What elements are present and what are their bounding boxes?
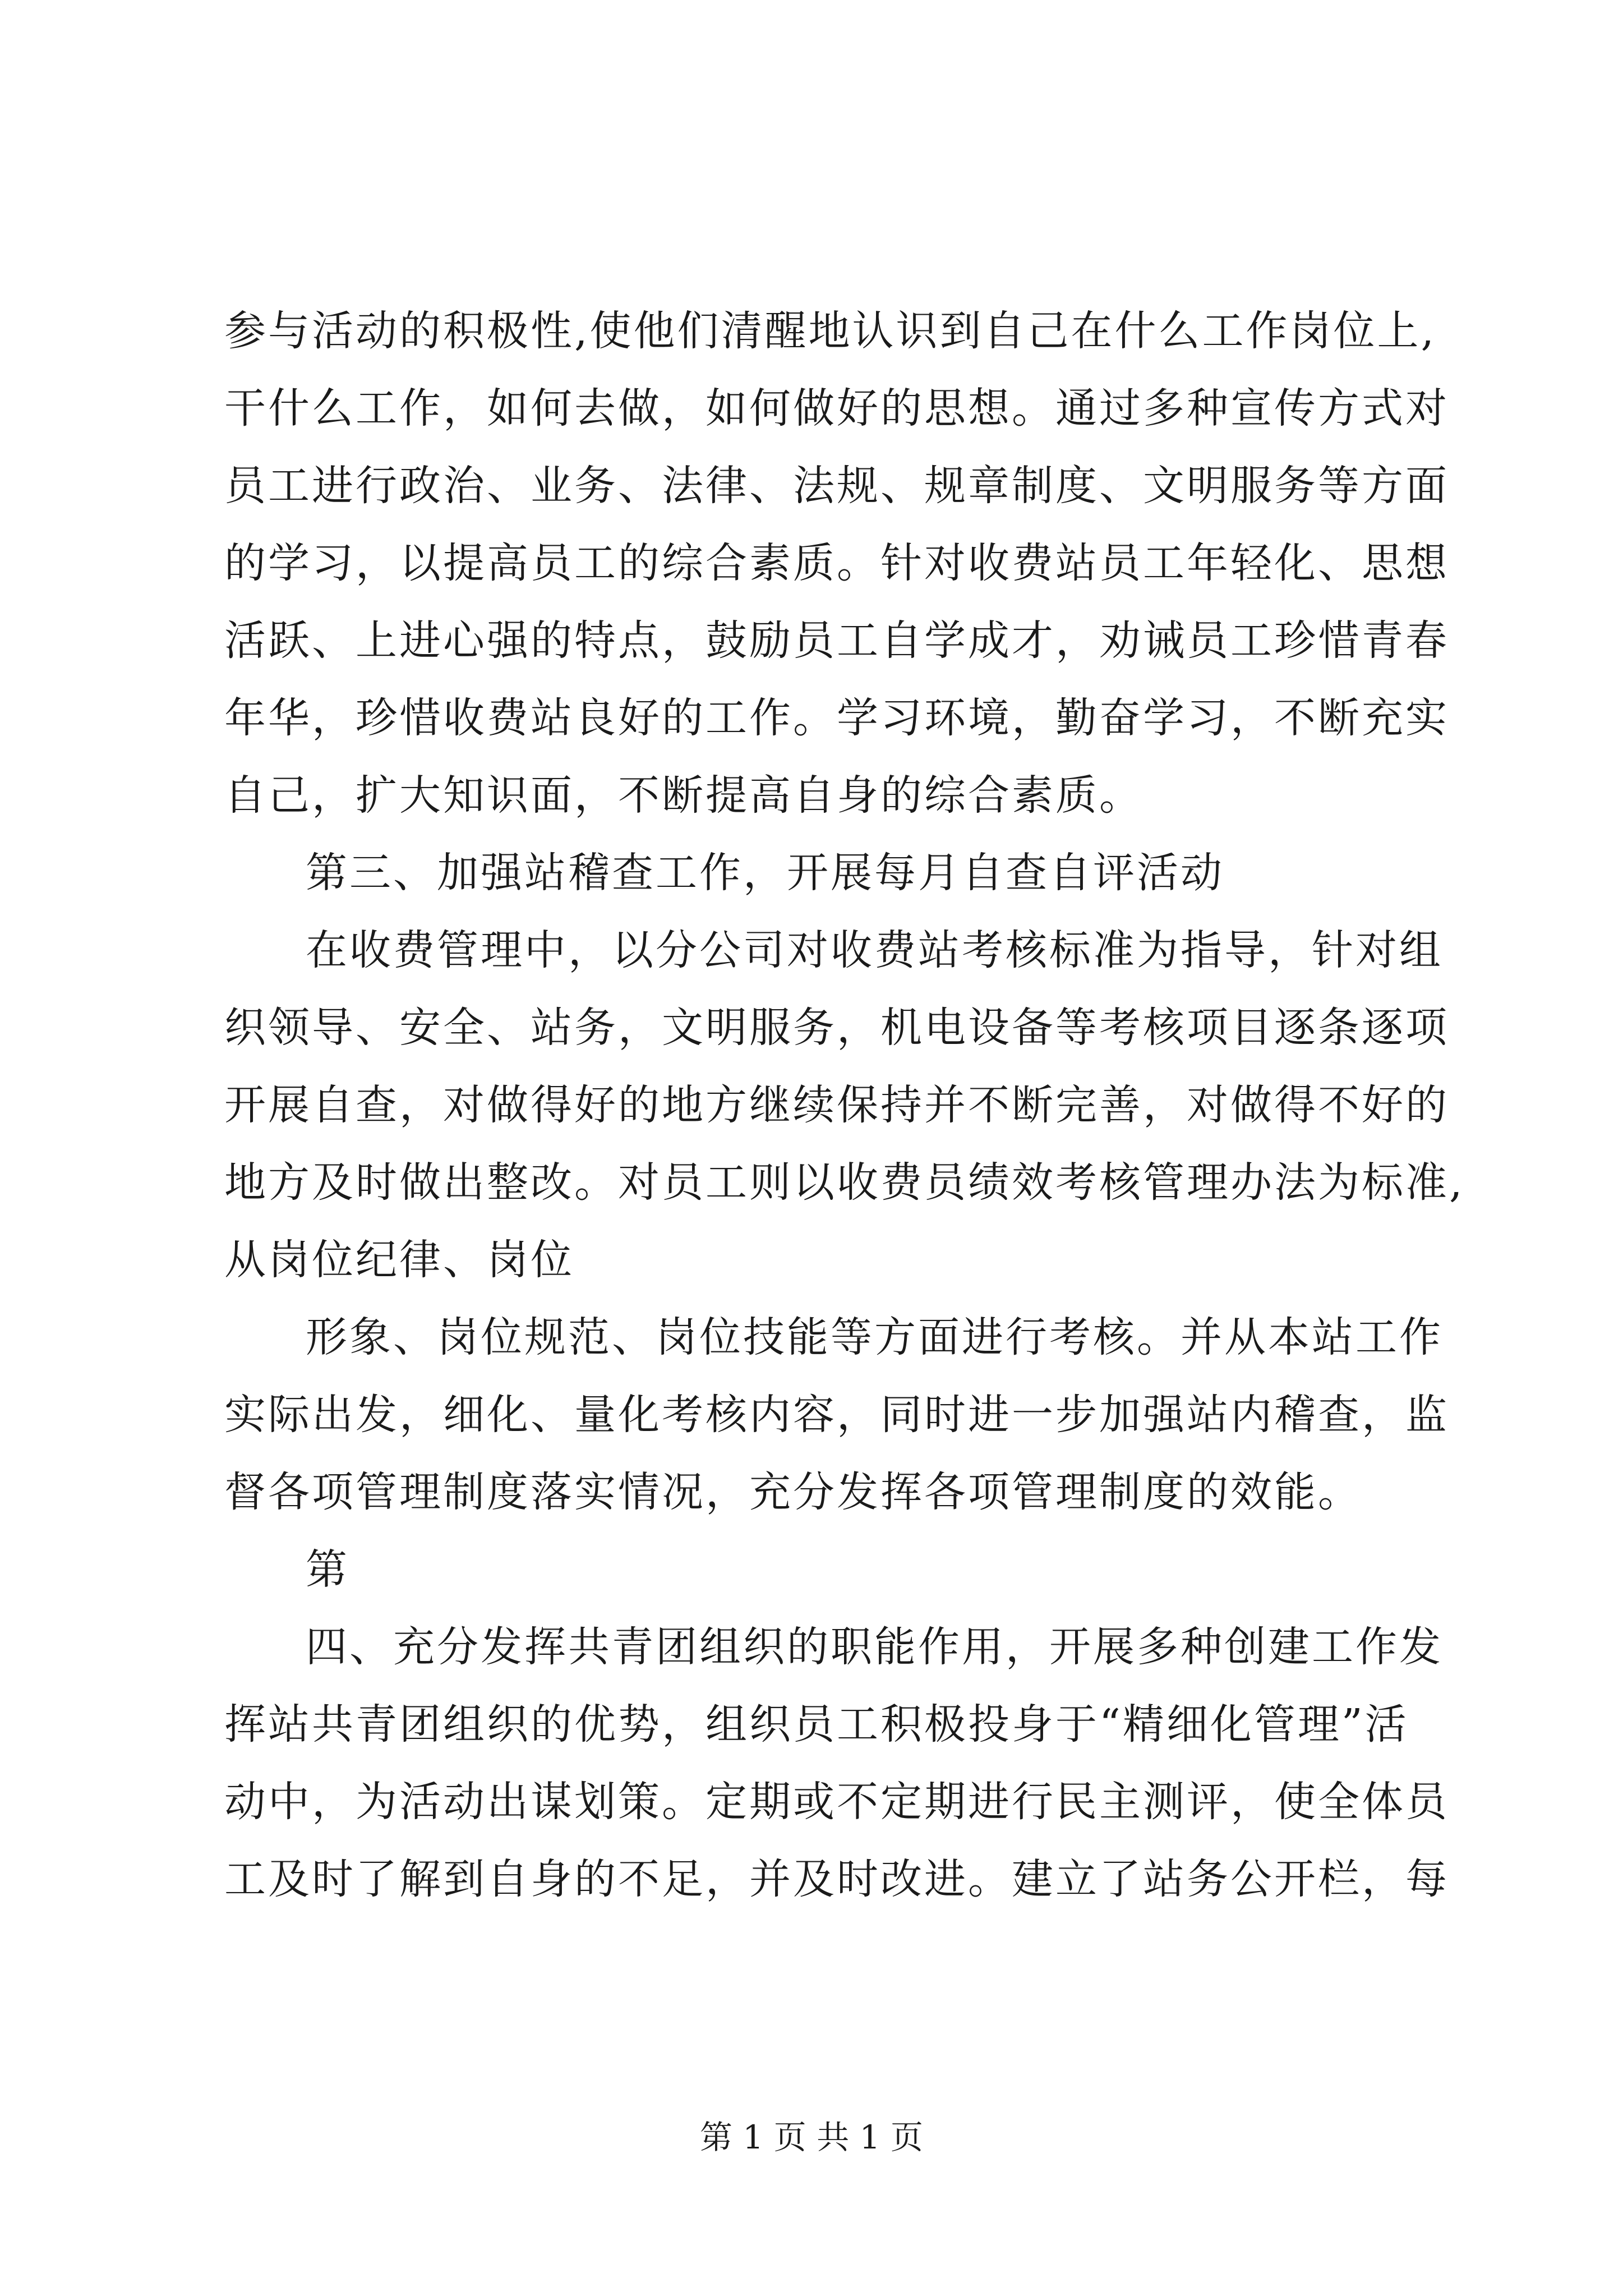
text-line: 实际出发，细化、量化考核内容，同时进一步加强站内稽查，监 [224,1391,1449,1439]
text-line: 年华，珍惜收费站良好的工作。学习环境，勤奋学习，不断充实 [224,694,1449,742]
text-line: 四、充分发挥共青团组织的职能作用，开展多种创建工作发 [306,1623,1443,1671]
text-line: 第 [306,1545,349,1594]
text-line: 在收费管理中，以分公司对收费站考核标准为指导，针对组 [306,926,1443,974]
text-line: 活跃、上进心强的特点，鼓励员工自学成才，劝诫员工珍惜青春 [224,616,1449,665]
text-line: 干什么工作，如何去做，如何做好的思想。通过多种宣传方式对 [224,384,1449,432]
text-line: 员工进行政治、业务、法律、法规、规章制度、文明服务等方面 [224,462,1449,510]
text-line: 自己，扩大知识面，不断提高自身的综合素质。 [224,771,1143,820]
text-line: 挥站共青团组织的优势，组织员工积极投身于“精细化管理”活 [224,1700,1409,1749]
text-line: 形象、岗位规范、岗位技能等方面进行考核。并从本站工作 [306,1313,1443,1361]
text-line: 织领导、安全、站务，文明服务，机电设备等考核项目逐条逐项 [224,1004,1449,1052]
text-line: 动中，为活动出谋划策。定期或不定期进行民主测评，使全体员 [224,1778,1449,1826]
text-line: 开展自查，对做得好的地方继续保持并不断完善，对做得不好的 [224,1081,1449,1129]
text-line: 的学习，以提高员工的综合素质。针对收费站员工年轻化、思想 [224,539,1449,587]
page-number-footer: 第 1 页 共 1 页 [700,2118,923,2156]
section-heading: 第三、加强站稽查工作，开展每月自查自评活动 [306,849,1224,897]
text-line: 参与活动的积极性,使他们清醒地认识到自己在什么工作岗位上, [224,307,1437,355]
text-line: 督各项管理制度落实情况，充分发挥各项管理制度的效能。 [224,1468,1362,1516]
text-line: 从岗位纪律、岗位 [224,1236,574,1284]
text-line: 地方及时做出整改。对员工则以收费员绩效考核管理办法为标准, [224,1158,1465,1207]
text-line: 工及时了解到自身的不足，并及时改进。建立了站务公开栏，每 [224,1855,1449,1903]
